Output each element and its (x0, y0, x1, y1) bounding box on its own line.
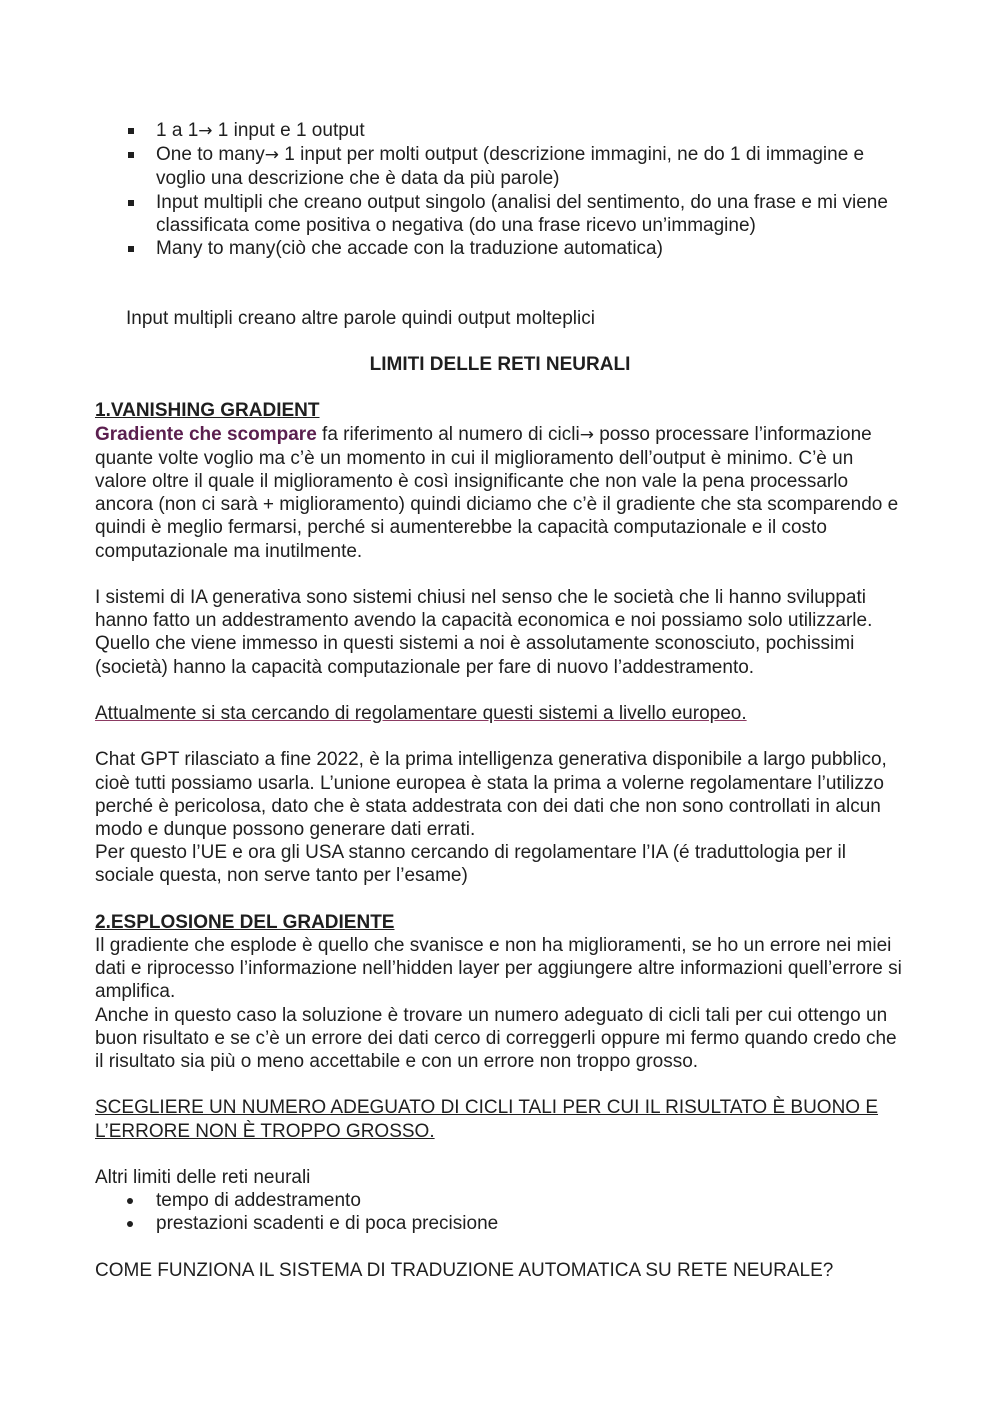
page-content (95, 119, 905, 1282)
final-question: COME FUNZIONA IL SISTEMA DI TRADUZIONE AUTOMATICA SU RETE NEURALE? (95, 1259, 834, 1281)
paragraph: Anche in questo caso la soluzione è trovare un numero adeguato di cicli tali per cui ottengo un buon risultato e se c’è un errore dei dati cerco di correggerli oppure mi fermo quando credo che il risultato sia più o meno accettabile e con un errore non troppo grosso. (95, 1004, 897, 1073)
list-item: prestazioni scadenti e di poca precisione (95, 1212, 905, 1235)
paragraph: Per questo l’UE e ora gli USA stanno cercando di regolamentare l’IA (é traduttologia per il sociale questa, non serve tanto per l’esame) (95, 842, 846, 887)
paragraph: Chat GPT rilasciato a fine 2022, è la prima intelligenza generativa disponibile a largo pubblico, cioè tutti possiamo usarla. L’unione europea è stata la prima a volerne regolamentare l’utilizzo perché è pericolosa, dato che è stata addestrata con dei dati che non sono controllati in alcun modo e dunque possono generare dati errati. (95, 749, 887, 840)
section-heading-exploding: 2.ESPLOSIONE DEL GRADIENTE (95, 911, 395, 933)
arrow-icon: → (579, 424, 594, 445)
list-item: tempo di addestramento (95, 1189, 905, 1212)
list-item: 1 a 1→ 1 input e 1 output (95, 119, 905, 143)
intro-line: Input multipli creano altre parole quindi output molteplici (126, 307, 595, 329)
paragraph: I sistemi di IA generativa sono sistemi chiusi nel senso che le società che li hanno sviluppati hanno fatto un addestramento avendo la capacità economica e noi possiamo solo utilizzarle. (95, 587, 873, 632)
paragraph: Quello che viene immesso in questi sistemi a noi è assolutamente sconosciuto, pochissimi (società) hanno la capacità computazionale per fare di nuovo l’addestramento. (95, 633, 855, 678)
highlight-term: Gradiente che scompare (95, 423, 317, 445)
underlined-note: Attualmente si sta cercando di regolamentare questi sistemi a livello europeo. (95, 703, 747, 724)
underlined-summary: SCEGLIERE UN NUMERO ADEGUATO DI CICLI TALI PER CUI IL RISULTATO È BUONO E L’ERRORE NON È TROPPO GROSSO. (95, 1097, 879, 1142)
paragraph: Il gradiente che esplode è quello che svanisce e non ha miglioramenti, se ho un errore nei miei dati e riprocesso l’informazione nell’hidden layer per aggiungere altre informazioni quell’errore si amplifica. (95, 935, 902, 1003)
other-limits-title: Altri limiti delle reti neurali (95, 1167, 311, 1188)
list-item: Input multipli che creano output singolo (analisi del sentimento, do una frase e mi viene classificata come positiva o negativa (do una frase ricevo un’immagine) (95, 191, 905, 237)
other-limits-list (95, 1189, 905, 1235)
page-title: LIMITI DELLE RETI NEURALI (369, 354, 631, 375)
section-heading-vanishing: 1.VANISHING GRADIENT (95, 400, 320, 422)
rnn-types-list (95, 119, 905, 260)
paragraph: Gradiente che scompare fa riferimento al numero di cicli→ posso processare l’informazione quante volte voglio ma c’è un momento in cui il miglioramento dell’output è minimo. C’è un valore oltre il quale il miglioramento è così insignificante che non vale la pena processarlo ancora (non ci sarà + miglioramento) quindi diciamo che c’è il gradiente che sta scomparendo e quindi è meglio fermarsi, perché si aumenterebbe la capacità computazionale e il costo computazionale ma inutilmente. (95, 423, 899, 562)
arrow-icon: → (264, 145, 280, 166)
arrow-icon: → (198, 121, 213, 141)
list-item: Many to many(ciò che accade con la traduzione automatica) (95, 237, 905, 260)
list-item: One to many→ 1 input per molti output (descrizione immagini, ne do 1 di immagine e voglio una descrizione che è data da più parole) (95, 143, 905, 190)
